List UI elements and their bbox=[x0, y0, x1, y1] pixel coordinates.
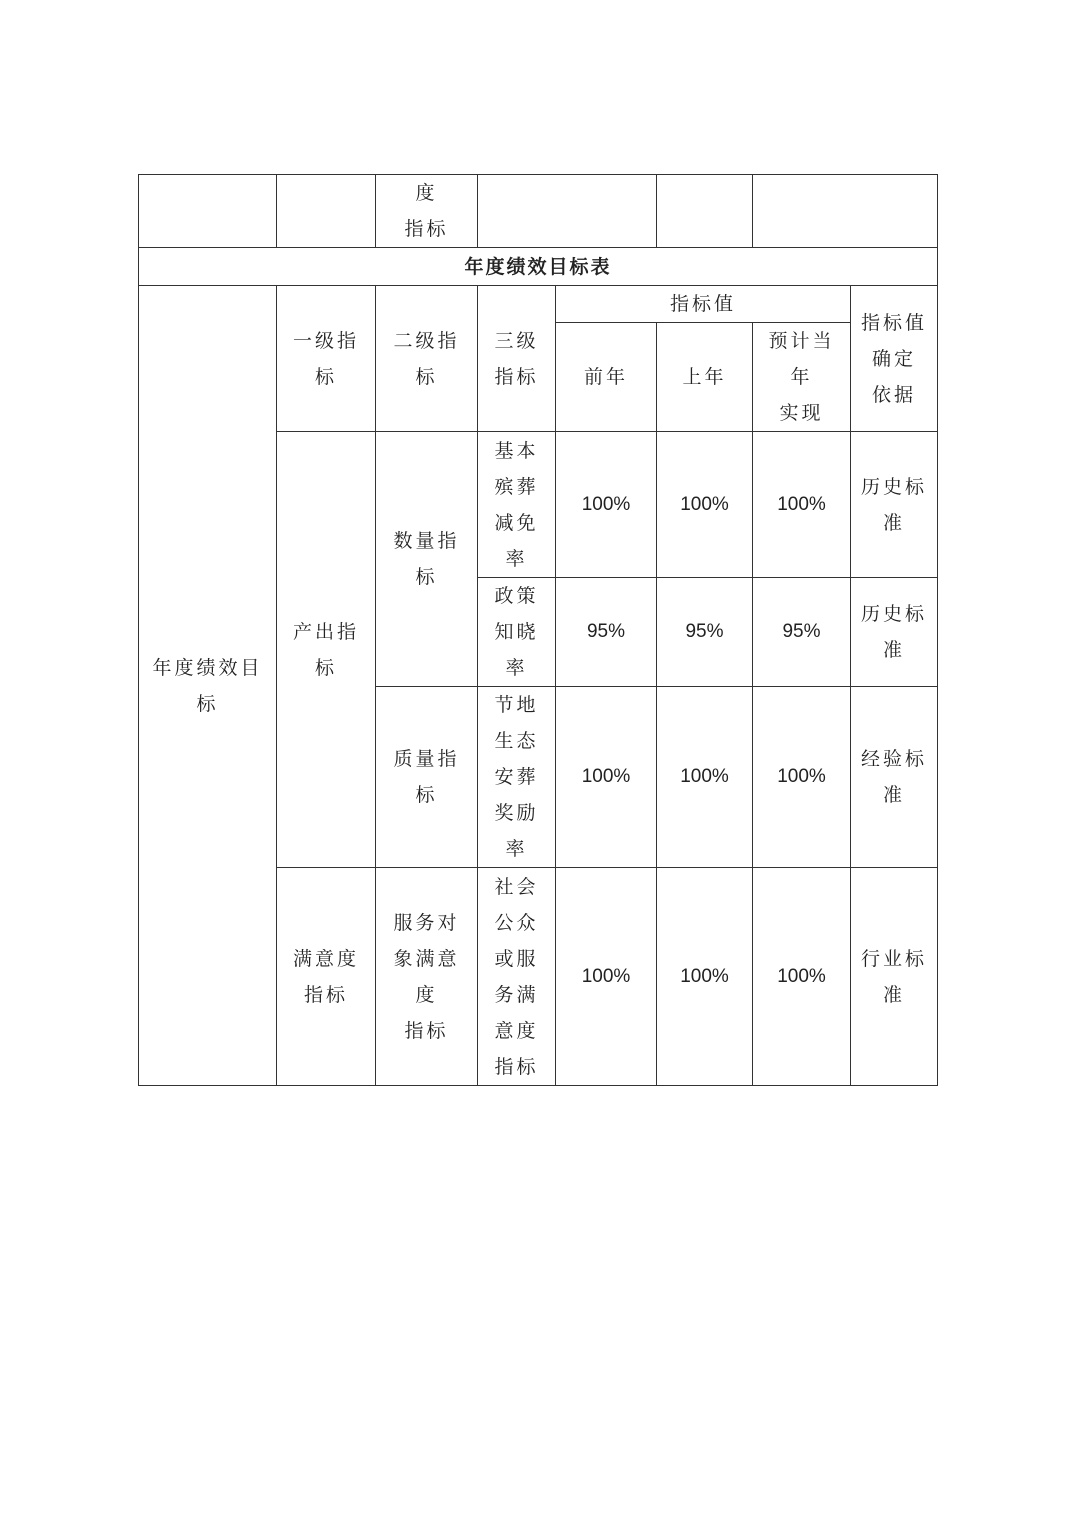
value-expected: 100% bbox=[753, 432, 851, 578]
header-level1: 一级指 标 bbox=[277, 286, 376, 432]
header-row-1 bbox=[139, 286, 938, 323]
header-expected: 预计当 年 实现 bbox=[753, 323, 851, 432]
value-prev-year: 100% bbox=[556, 868, 657, 1086]
subgroup-quality: 质量指 标 bbox=[376, 687, 478, 868]
value-last-year: 100% bbox=[657, 868, 753, 1086]
value-basis: 经验标 准 bbox=[851, 687, 938, 868]
value-last-year: 100% bbox=[657, 432, 753, 578]
value-expected: 100% bbox=[753, 868, 851, 1086]
fragment-cell bbox=[139, 175, 277, 248]
value-basis: 行业标 准 bbox=[851, 868, 938, 1086]
value-basis: 历史标 准 bbox=[851, 432, 938, 578]
value-expected: 95% bbox=[753, 578, 851, 687]
value-prev-year: 95% bbox=[556, 578, 657, 687]
subgroup-quantity: 数量指 标 bbox=[376, 432, 478, 687]
indicator-name: 节地 生态 安葬 奖励 率 bbox=[478, 687, 556, 868]
fragment-level2-cell: 度 指标 bbox=[376, 175, 478, 248]
value-last-year: 100% bbox=[657, 687, 753, 868]
value-basis: 历史标 准 bbox=[851, 578, 938, 687]
value-expected: 100% bbox=[753, 687, 851, 868]
indicator-name: 社会 公众 或服 务满 意度 指标 bbox=[478, 868, 556, 1086]
indicator-name: 政策 知晓 率 bbox=[478, 578, 556, 687]
title-row bbox=[139, 248, 938, 286]
header-level3: 三级 指标 bbox=[478, 286, 556, 432]
group-satisfaction: 满意度 指标 bbox=[277, 868, 376, 1086]
indicator-name: 基本 殡葬 减免 率 bbox=[478, 432, 556, 578]
subgroup-service-satisfaction: 服务对 象满意 度 指标 bbox=[376, 868, 478, 1086]
header-indicator-value: 指标值 bbox=[556, 286, 851, 323]
header-level2: 二级指 标 bbox=[376, 286, 478, 432]
header-basis: 指标值 确定 依据 bbox=[851, 286, 938, 432]
performance-table bbox=[138, 174, 938, 1086]
group-output: 产出指 标 bbox=[277, 432, 376, 868]
fragment-cell bbox=[753, 175, 938, 248]
table-title: 年度绩效目标表 bbox=[139, 248, 938, 286]
header-last-year: 上年 bbox=[657, 323, 753, 432]
fragment-cell bbox=[657, 175, 753, 248]
fragment-cell bbox=[277, 175, 376, 248]
value-prev-year: 100% bbox=[556, 687, 657, 868]
value-prev-year: 100% bbox=[556, 432, 657, 578]
value-last-year: 95% bbox=[657, 578, 753, 687]
fragment-cell bbox=[478, 175, 657, 248]
top-fragment-row bbox=[139, 175, 938, 248]
header-prev-year: 前年 bbox=[556, 323, 657, 432]
row-label-annual-target: 年度绩效目 标 bbox=[139, 286, 277, 1086]
